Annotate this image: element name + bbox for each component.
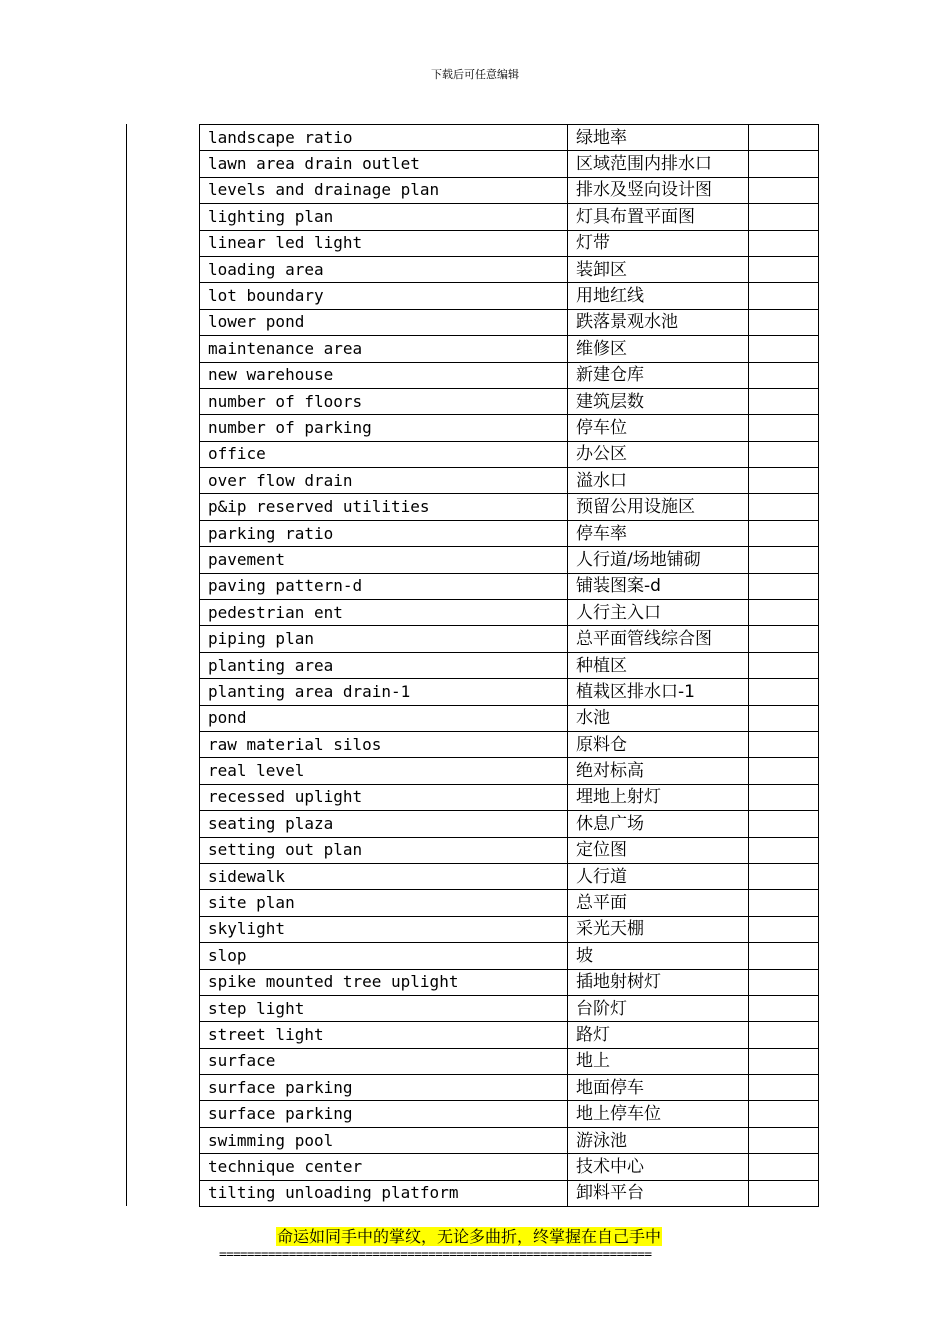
term-chinese: 新建仓库 bbox=[568, 362, 749, 388]
term-chinese: 绿地率 bbox=[568, 125, 749, 151]
table-row bbox=[200, 151, 819, 177]
table-row bbox=[200, 1022, 819, 1048]
blank-cell bbox=[749, 652, 819, 678]
term-english: setting out plan bbox=[200, 837, 568, 863]
table-row bbox=[200, 177, 819, 203]
table-row bbox=[200, 362, 819, 388]
table-row bbox=[200, 468, 819, 494]
term-chinese: 休息广场 bbox=[568, 811, 749, 837]
table-row bbox=[200, 573, 819, 599]
term-chinese: 地面停车 bbox=[568, 1075, 749, 1101]
blank-cell bbox=[749, 679, 819, 705]
table-row bbox=[200, 916, 819, 942]
term-english: real level bbox=[200, 758, 568, 784]
term-english: spike mounted tree uplight bbox=[200, 969, 568, 995]
blank-cell bbox=[749, 468, 819, 494]
blank-cell bbox=[749, 494, 819, 520]
term-english: parking ratio bbox=[200, 520, 568, 546]
term-chinese: 卸料平台 bbox=[568, 1180, 749, 1206]
footer-motto: 命运如同手中的掌纹，无论多曲折，终掌握在自己手中 bbox=[277, 1227, 662, 1246]
blank-cell bbox=[749, 705, 819, 731]
term-english: number of parking bbox=[200, 415, 568, 441]
table-row bbox=[200, 520, 819, 546]
blank-cell bbox=[749, 784, 819, 810]
table-row bbox=[200, 494, 819, 520]
term-chinese: 绝对标高 bbox=[568, 758, 749, 784]
table-row bbox=[200, 943, 819, 969]
term-english: new warehouse bbox=[200, 362, 568, 388]
term-chinese: 台阶灯 bbox=[568, 995, 749, 1021]
blank-cell bbox=[749, 441, 819, 467]
blank-cell bbox=[749, 600, 819, 626]
term-chinese: 地上 bbox=[568, 1048, 749, 1074]
table-row bbox=[200, 863, 819, 889]
term-english: planting area bbox=[200, 652, 568, 678]
blank-cell bbox=[749, 837, 819, 863]
term-chinese: 溢水口 bbox=[568, 468, 749, 494]
blank-cell bbox=[749, 943, 819, 969]
term-chinese: 总平面管线综合图 bbox=[568, 626, 749, 652]
table-row bbox=[200, 204, 819, 230]
term-english: lower pond bbox=[200, 309, 568, 335]
table-row bbox=[200, 652, 819, 678]
term-chinese: 停车位 bbox=[568, 415, 749, 441]
term-chinese: 预留公用设施区 bbox=[568, 494, 749, 520]
blank-cell bbox=[749, 204, 819, 230]
blank-cell bbox=[749, 547, 819, 573]
term-chinese: 采光天棚 bbox=[568, 916, 749, 942]
table-row bbox=[200, 731, 819, 757]
blank-cell bbox=[749, 969, 819, 995]
table-row bbox=[200, 256, 819, 282]
table-row bbox=[200, 626, 819, 652]
blank-cell bbox=[749, 336, 819, 362]
table-row bbox=[200, 837, 819, 863]
blank-cell bbox=[749, 125, 819, 151]
term-english: recessed uplight bbox=[200, 784, 568, 810]
term-english: slop bbox=[200, 943, 568, 969]
term-english: surface parking bbox=[200, 1101, 568, 1127]
term-chinese: 水池 bbox=[568, 705, 749, 731]
term-english: pedestrian ent bbox=[200, 600, 568, 626]
table-row bbox=[200, 969, 819, 995]
blank-cell bbox=[749, 916, 819, 942]
term-english: maintenance area bbox=[200, 336, 568, 362]
term-chinese: 排水及竖向设计图 bbox=[568, 177, 749, 203]
term-english: technique center bbox=[200, 1154, 568, 1180]
table-row bbox=[200, 705, 819, 731]
table-row bbox=[200, 1127, 819, 1153]
term-chinese: 植栽区排水口-1 bbox=[568, 679, 749, 705]
blank-cell bbox=[749, 283, 819, 309]
blank-cell bbox=[749, 1075, 819, 1101]
blank-cell bbox=[749, 520, 819, 546]
table-row bbox=[200, 758, 819, 784]
table-row bbox=[200, 1180, 819, 1206]
term-english: sidewalk bbox=[200, 863, 568, 889]
term-english: loading area bbox=[200, 256, 568, 282]
term-english: surface parking bbox=[200, 1075, 568, 1101]
blank-cell bbox=[749, 362, 819, 388]
table-row bbox=[200, 230, 819, 256]
table-row bbox=[200, 1101, 819, 1127]
blank-cell bbox=[749, 731, 819, 757]
blank-cell bbox=[749, 151, 819, 177]
term-chinese: 装卸区 bbox=[568, 256, 749, 282]
blank-cell bbox=[749, 388, 819, 414]
blank-cell bbox=[749, 1127, 819, 1153]
term-chinese: 建筑层数 bbox=[568, 388, 749, 414]
blank-cell bbox=[749, 758, 819, 784]
term-chinese: 用地红线 bbox=[568, 283, 749, 309]
term-english: tilting unloading platform bbox=[200, 1180, 568, 1206]
blank-cell bbox=[749, 811, 819, 837]
table-row bbox=[200, 890, 819, 916]
term-english: surface bbox=[200, 1048, 568, 1074]
table-row bbox=[200, 1075, 819, 1101]
term-chinese: 插地射树灯 bbox=[568, 969, 749, 995]
left-margin-rule bbox=[126, 124, 127, 1206]
term-english: seating plaza bbox=[200, 811, 568, 837]
term-chinese: 铺装图案-d bbox=[568, 573, 749, 599]
blank-cell bbox=[749, 256, 819, 282]
term-english: number of floors bbox=[200, 388, 568, 414]
table-row bbox=[200, 547, 819, 573]
term-chinese: 游泳池 bbox=[568, 1127, 749, 1153]
term-english: lighting plan bbox=[200, 204, 568, 230]
blank-cell bbox=[749, 573, 819, 599]
footer-divider: ============================================================== bbox=[219, 1246, 652, 1261]
term-chinese: 区域范围内排水口 bbox=[568, 151, 749, 177]
term-english: piping plan bbox=[200, 626, 568, 652]
term-chinese: 人行道/场地铺砌 bbox=[568, 547, 749, 573]
blank-cell bbox=[749, 626, 819, 652]
term-chinese: 技术中心 bbox=[568, 1154, 749, 1180]
table-row bbox=[200, 283, 819, 309]
blank-cell bbox=[749, 995, 819, 1021]
term-chinese: 灯具布置平面图 bbox=[568, 204, 749, 230]
blank-cell bbox=[749, 1101, 819, 1127]
term-english: raw material silos bbox=[200, 731, 568, 757]
blank-cell bbox=[749, 863, 819, 889]
term-english: paving pattern-d bbox=[200, 573, 568, 599]
glossary-table bbox=[199, 124, 819, 1207]
term-english: office bbox=[200, 441, 568, 467]
blank-cell bbox=[749, 1180, 819, 1206]
page-header-note: 下载后可任意编辑 bbox=[431, 68, 519, 81]
table-row bbox=[200, 415, 819, 441]
table-row bbox=[200, 1154, 819, 1180]
blank-cell bbox=[749, 177, 819, 203]
term-english: landscape ratio bbox=[200, 125, 568, 151]
blank-cell bbox=[749, 1154, 819, 1180]
term-chinese: 总平面 bbox=[568, 890, 749, 916]
term-english: street light bbox=[200, 1022, 568, 1048]
blank-cell bbox=[749, 415, 819, 441]
term-english: step light bbox=[200, 995, 568, 1021]
term-english: linear led light bbox=[200, 230, 568, 256]
table-row bbox=[200, 679, 819, 705]
blank-cell bbox=[749, 1022, 819, 1048]
table-row bbox=[200, 995, 819, 1021]
term-chinese: 埋地上射灯 bbox=[568, 784, 749, 810]
term-english: pavement bbox=[200, 547, 568, 573]
term-chinese: 维修区 bbox=[568, 336, 749, 362]
table-row bbox=[200, 784, 819, 810]
term-english: over flow drain bbox=[200, 468, 568, 494]
table-row bbox=[200, 388, 819, 414]
blank-cell bbox=[749, 890, 819, 916]
term-english: lot boundary bbox=[200, 283, 568, 309]
blank-cell bbox=[749, 230, 819, 256]
table-row bbox=[200, 336, 819, 362]
term-chinese: 路灯 bbox=[568, 1022, 749, 1048]
table-row bbox=[200, 600, 819, 626]
term-english: planting area drain-1 bbox=[200, 679, 568, 705]
table-row bbox=[200, 441, 819, 467]
term-english: lawn area drain outlet bbox=[200, 151, 568, 177]
table-row bbox=[200, 811, 819, 837]
table-row bbox=[200, 1048, 819, 1074]
term-chinese: 停车率 bbox=[568, 520, 749, 546]
term-chinese: 办公区 bbox=[568, 441, 749, 467]
term-chinese: 人行道 bbox=[568, 863, 749, 889]
term-english: pond bbox=[200, 705, 568, 731]
term-chinese: 坡 bbox=[568, 943, 749, 969]
blank-cell bbox=[749, 1048, 819, 1074]
term-english: p&ip reserved utilities bbox=[200, 494, 568, 520]
blank-cell bbox=[749, 309, 819, 335]
term-english: site plan bbox=[200, 890, 568, 916]
glossary-table-body bbox=[200, 125, 819, 1207]
table-row bbox=[200, 309, 819, 335]
term-chinese: 灯带 bbox=[568, 230, 749, 256]
term-chinese: 人行主入口 bbox=[568, 600, 749, 626]
term-chinese: 种植区 bbox=[568, 652, 749, 678]
term-english: levels and drainage plan bbox=[200, 177, 568, 203]
term-chinese: 定位图 bbox=[568, 837, 749, 863]
term-english: swimming pool bbox=[200, 1127, 568, 1153]
term-chinese: 原料仓 bbox=[568, 731, 749, 757]
term-english: skylight bbox=[200, 916, 568, 942]
term-chinese: 地上停车位 bbox=[568, 1101, 749, 1127]
table-row bbox=[200, 125, 819, 151]
term-chinese: 跌落景观水池 bbox=[568, 309, 749, 335]
